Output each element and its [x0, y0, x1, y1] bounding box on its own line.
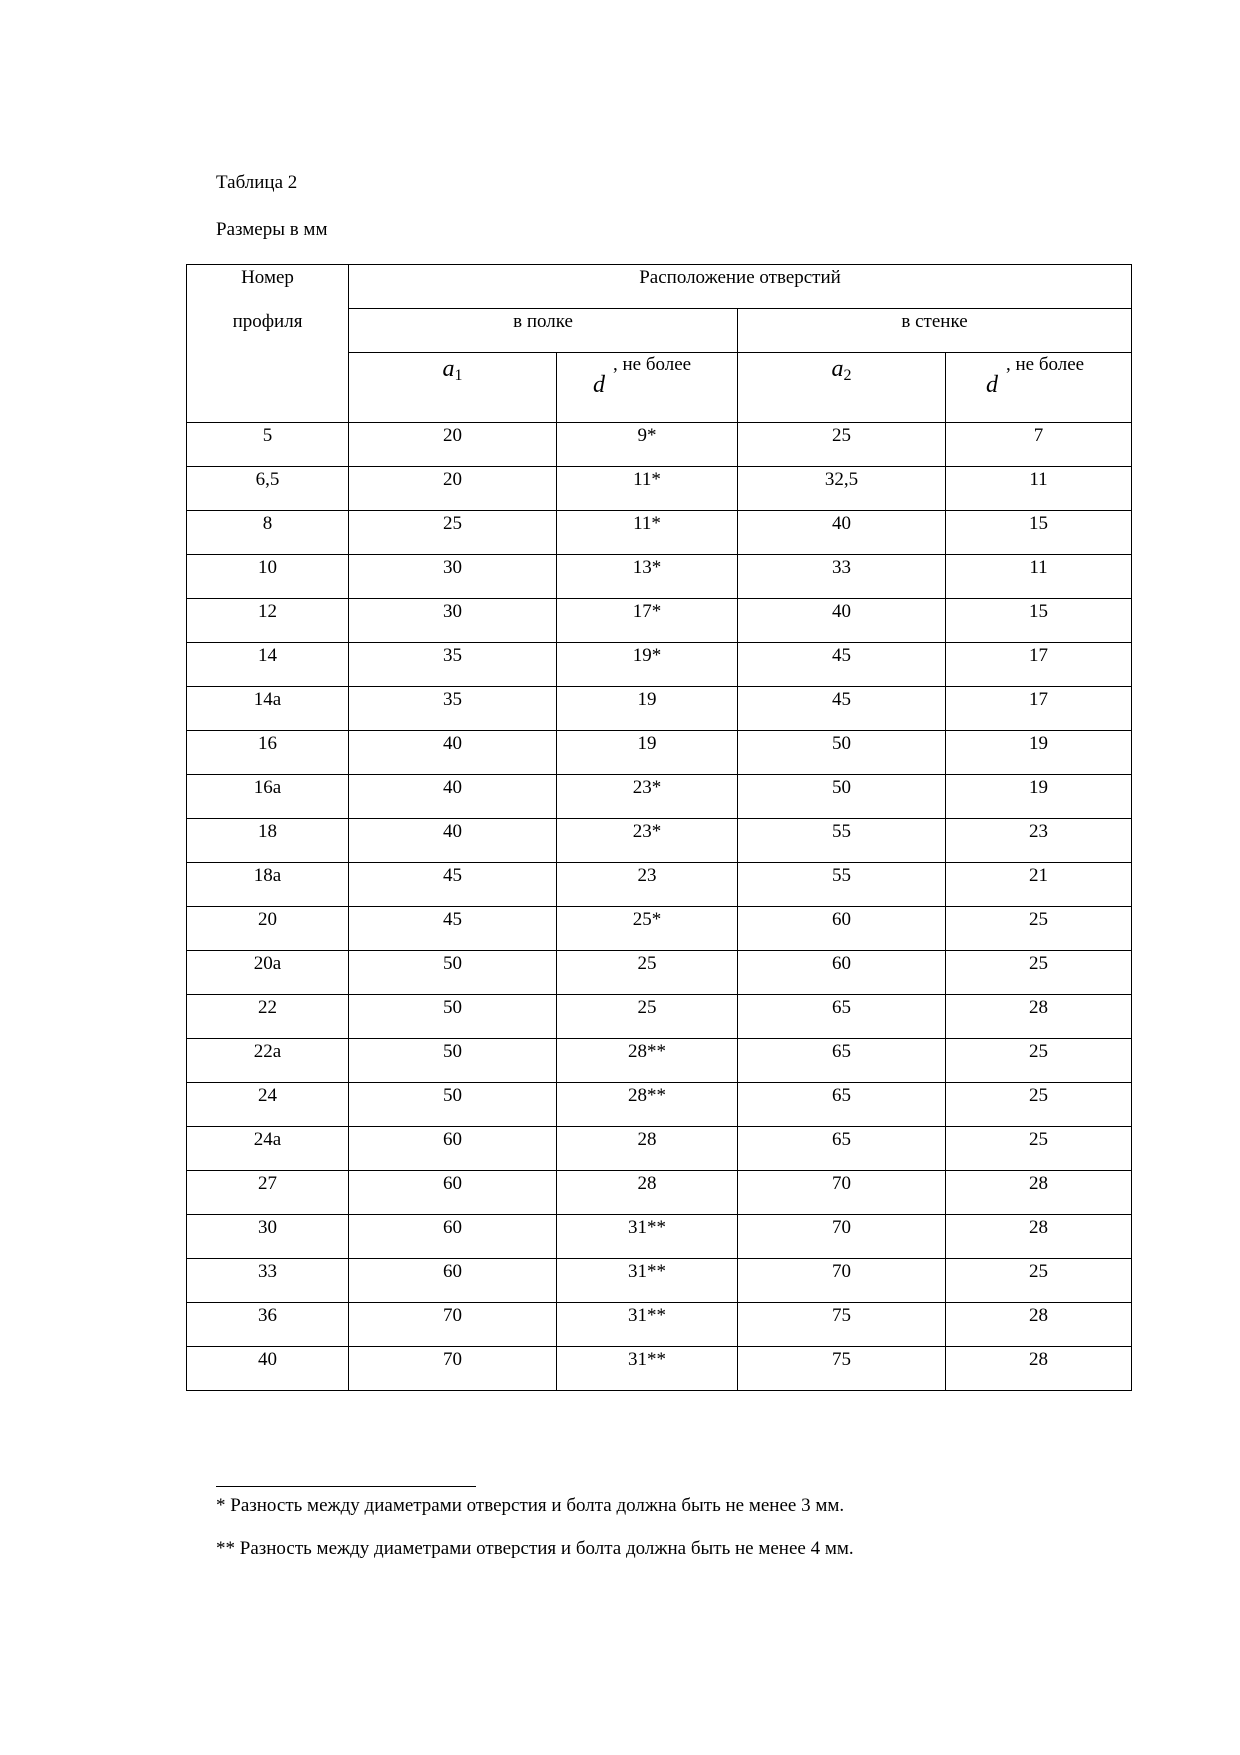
cell-flange-d: 25*	[557, 907, 738, 951]
cell-flange-a1: 70	[349, 1303, 557, 1347]
cell-web-d: 17	[946, 687, 1132, 731]
cell-web-a2: 25	[738, 423, 946, 467]
cell-flange-a1: 60	[349, 1127, 557, 1171]
cell-flange-d: 19*	[557, 643, 738, 687]
cell-web-a2: 40	[738, 599, 946, 643]
cell-flange-a1: 50	[349, 951, 557, 995]
cell-flange-d: 23*	[557, 819, 738, 863]
cell-profile-number: 22а	[187, 1039, 349, 1083]
cell-flange-a1: 35	[349, 687, 557, 731]
cell-flange-d: 19	[557, 687, 738, 731]
table-row	[187, 467, 1132, 511]
cell-profile-number: 18	[187, 819, 349, 863]
cell-web-a2: 65	[738, 1127, 946, 1171]
header-a2	[738, 353, 946, 423]
cell-web-d: 7	[946, 423, 1132, 467]
cell-flange-d: 23*	[557, 775, 738, 819]
cell-flange-a1: 30	[349, 599, 557, 643]
cell-profile-number: 5	[187, 423, 349, 467]
table-row	[187, 819, 1132, 863]
cell-flange-d: 17*	[557, 599, 738, 643]
cell-flange-a1: 20	[349, 467, 557, 511]
cell-flange-d: 19	[557, 731, 738, 775]
cell-flange-a1: 35	[349, 643, 557, 687]
cell-profile-number: 24	[187, 1083, 349, 1127]
table-row	[187, 423, 1132, 467]
d1-letter: d	[593, 372, 605, 398]
cell-web-d: 21	[946, 863, 1132, 907]
cell-profile-number: 33	[187, 1259, 349, 1303]
cell-flange-a1: 40	[349, 819, 557, 863]
cell-profile-number: 30	[187, 1215, 349, 1259]
table-row	[187, 775, 1132, 819]
table-row	[187, 951, 1132, 995]
cell-web-d: 28	[946, 1303, 1132, 1347]
a2-letter: a	[831, 356, 844, 382]
cell-web-a2: 70	[738, 1259, 946, 1303]
cell-web-d: 15	[946, 599, 1132, 643]
cell-profile-number: 16	[187, 731, 349, 775]
table-row	[187, 1039, 1132, 1083]
cell-profile-number: 36	[187, 1303, 349, 1347]
a1-subscript: 1	[454, 367, 463, 384]
footnote-double-star: ** Разность между диаметрами отверстия и болта должна быть не менее 4 мм.	[216, 1538, 854, 1559]
cell-flange-d: 28**	[557, 1083, 738, 1127]
cell-flange-a1: 45	[349, 863, 557, 907]
units-caption: Размеры в мм	[216, 219, 328, 240]
cell-flange-d: 28	[557, 1127, 738, 1171]
d2-letter: d	[986, 372, 998, 398]
cell-web-a2: 75	[738, 1347, 946, 1391]
header-a1	[349, 353, 557, 423]
cell-profile-number: 20а	[187, 951, 349, 995]
cell-web-a2: 60	[738, 951, 946, 995]
cell-flange-d: 28**	[557, 1039, 738, 1083]
a1-letter: a	[442, 356, 455, 382]
cell-flange-d: 25	[557, 951, 738, 995]
footnote-rule	[216, 1486, 476, 1487]
header-d2	[946, 353, 1132, 423]
cell-web-a2: 45	[738, 643, 946, 687]
cell-flange-a1: 70	[349, 1347, 557, 1391]
cell-web-d: 25	[946, 1127, 1132, 1171]
table-row	[187, 555, 1132, 599]
cell-web-d: 23	[946, 819, 1132, 863]
cell-flange-d: 9*	[557, 423, 738, 467]
cell-profile-number: 14	[187, 643, 349, 687]
cell-web-a2: 65	[738, 1083, 946, 1127]
cell-web-a2: 75	[738, 1303, 946, 1347]
d2-not-more: , не более	[1006, 354, 1085, 375]
cell-flange-d: 31**	[557, 1303, 738, 1347]
cell-web-d: 19	[946, 731, 1132, 775]
cell-web-d: 28	[946, 995, 1132, 1039]
cell-profile-number: 16а	[187, 775, 349, 819]
cell-web-a2: 70	[738, 1171, 946, 1215]
cell-flange-a1: 40	[349, 775, 557, 819]
cell-flange-a1: 50	[349, 1039, 557, 1083]
cell-flange-d: 23	[557, 863, 738, 907]
cell-profile-number: 14а	[187, 687, 349, 731]
cell-web-a2: 45	[738, 687, 946, 731]
cell-profile-number: 12	[187, 599, 349, 643]
header-profile-number: Номер	[187, 265, 349, 309]
table-caption: Таблица 2	[216, 172, 298, 193]
cell-web-d: 19	[946, 775, 1132, 819]
cell-web-a2: 65	[738, 995, 946, 1039]
cell-profile-number: 10	[187, 555, 349, 599]
header-profile-label: профиля	[187, 309, 349, 353]
d1-not-more: , не более	[613, 354, 692, 375]
cell-web-d: 25	[946, 1259, 1132, 1303]
dimensions-table	[186, 264, 1132, 1391]
cell-flange-a1: 60	[349, 1171, 557, 1215]
table-row	[187, 643, 1132, 687]
cell-web-d: 28	[946, 1171, 1132, 1215]
cell-flange-d: 25	[557, 995, 738, 1039]
cell-flange-d: 31**	[557, 1347, 738, 1391]
footnote-single-star: * Разность между диаметрами отверстия и болта должна быть не менее 3 мм.	[216, 1495, 845, 1516]
cell-flange-a1: 50	[349, 1083, 557, 1127]
header-profile-blank	[187, 353, 349, 423]
header-holes-location: Расположение отверстий	[349, 265, 1132, 309]
cell-web-a2: 65	[738, 1039, 946, 1083]
cell-flange-a1: 50	[349, 995, 557, 1039]
cell-web-d: 11	[946, 555, 1132, 599]
cell-flange-d: 31**	[557, 1215, 738, 1259]
cell-web-d: 15	[946, 511, 1132, 555]
table-row	[187, 1215, 1132, 1259]
cell-flange-d: 11*	[557, 511, 738, 555]
table-row	[187, 907, 1132, 951]
cell-web-a2: 40	[738, 511, 946, 555]
table-row	[187, 1347, 1132, 1391]
cell-web-a2: 60	[738, 907, 946, 951]
table-row	[187, 599, 1132, 643]
header-d1	[557, 353, 738, 423]
cell-web-d: 25	[946, 1083, 1132, 1127]
cell-web-d: 28	[946, 1347, 1132, 1391]
cell-profile-number: 20	[187, 907, 349, 951]
cell-flange-a1: 20	[349, 423, 557, 467]
cell-web-a2: 50	[738, 775, 946, 819]
table-row	[187, 511, 1132, 555]
cell-web-d: 28	[946, 1215, 1132, 1259]
cell-profile-number: 18а	[187, 863, 349, 907]
cell-flange-d: 31**	[557, 1259, 738, 1303]
table-row	[187, 995, 1132, 1039]
table-row	[187, 731, 1132, 775]
cell-web-a2: 33	[738, 555, 946, 599]
header-flange: в полке	[349, 309, 738, 353]
cell-web-a2: 55	[738, 863, 946, 907]
cell-flange-d: 28	[557, 1171, 738, 1215]
cell-profile-number: 24а	[187, 1127, 349, 1171]
cell-web-a2: 50	[738, 731, 946, 775]
cell-web-a2: 55	[738, 819, 946, 863]
cell-flange-a1: 60	[349, 1215, 557, 1259]
cell-flange-a1: 60	[349, 1259, 557, 1303]
cell-flange-a1: 30	[349, 555, 557, 599]
table-row	[187, 863, 1132, 907]
cell-flange-a1: 40	[349, 731, 557, 775]
cell-web-a2: 32,5	[738, 467, 946, 511]
cell-web-d: 11	[946, 467, 1132, 511]
cell-web-a2: 70	[738, 1215, 946, 1259]
cell-flange-a1: 25	[349, 511, 557, 555]
cell-profile-number: 40	[187, 1347, 349, 1391]
cell-web-d: 17	[946, 643, 1132, 687]
table-row	[187, 1303, 1132, 1347]
cell-flange-d: 13*	[557, 555, 738, 599]
cell-flange-a1: 45	[349, 907, 557, 951]
cell-flange-d: 11*	[557, 467, 738, 511]
cell-profile-number: 8	[187, 511, 349, 555]
cell-profile-number: 22	[187, 995, 349, 1039]
table-row	[187, 1127, 1132, 1171]
cell-web-d: 25	[946, 1039, 1132, 1083]
cell-web-d: 25	[946, 951, 1132, 995]
a2-subscript: 2	[843, 367, 852, 384]
table-row	[187, 687, 1132, 731]
table-row	[187, 1171, 1132, 1215]
table-row	[187, 1083, 1132, 1127]
table-row	[187, 1259, 1132, 1303]
header-web: в стенке	[738, 309, 1132, 353]
cell-profile-number: 27	[187, 1171, 349, 1215]
cell-web-d: 25	[946, 907, 1132, 951]
cell-profile-number: 6,5	[187, 467, 349, 511]
